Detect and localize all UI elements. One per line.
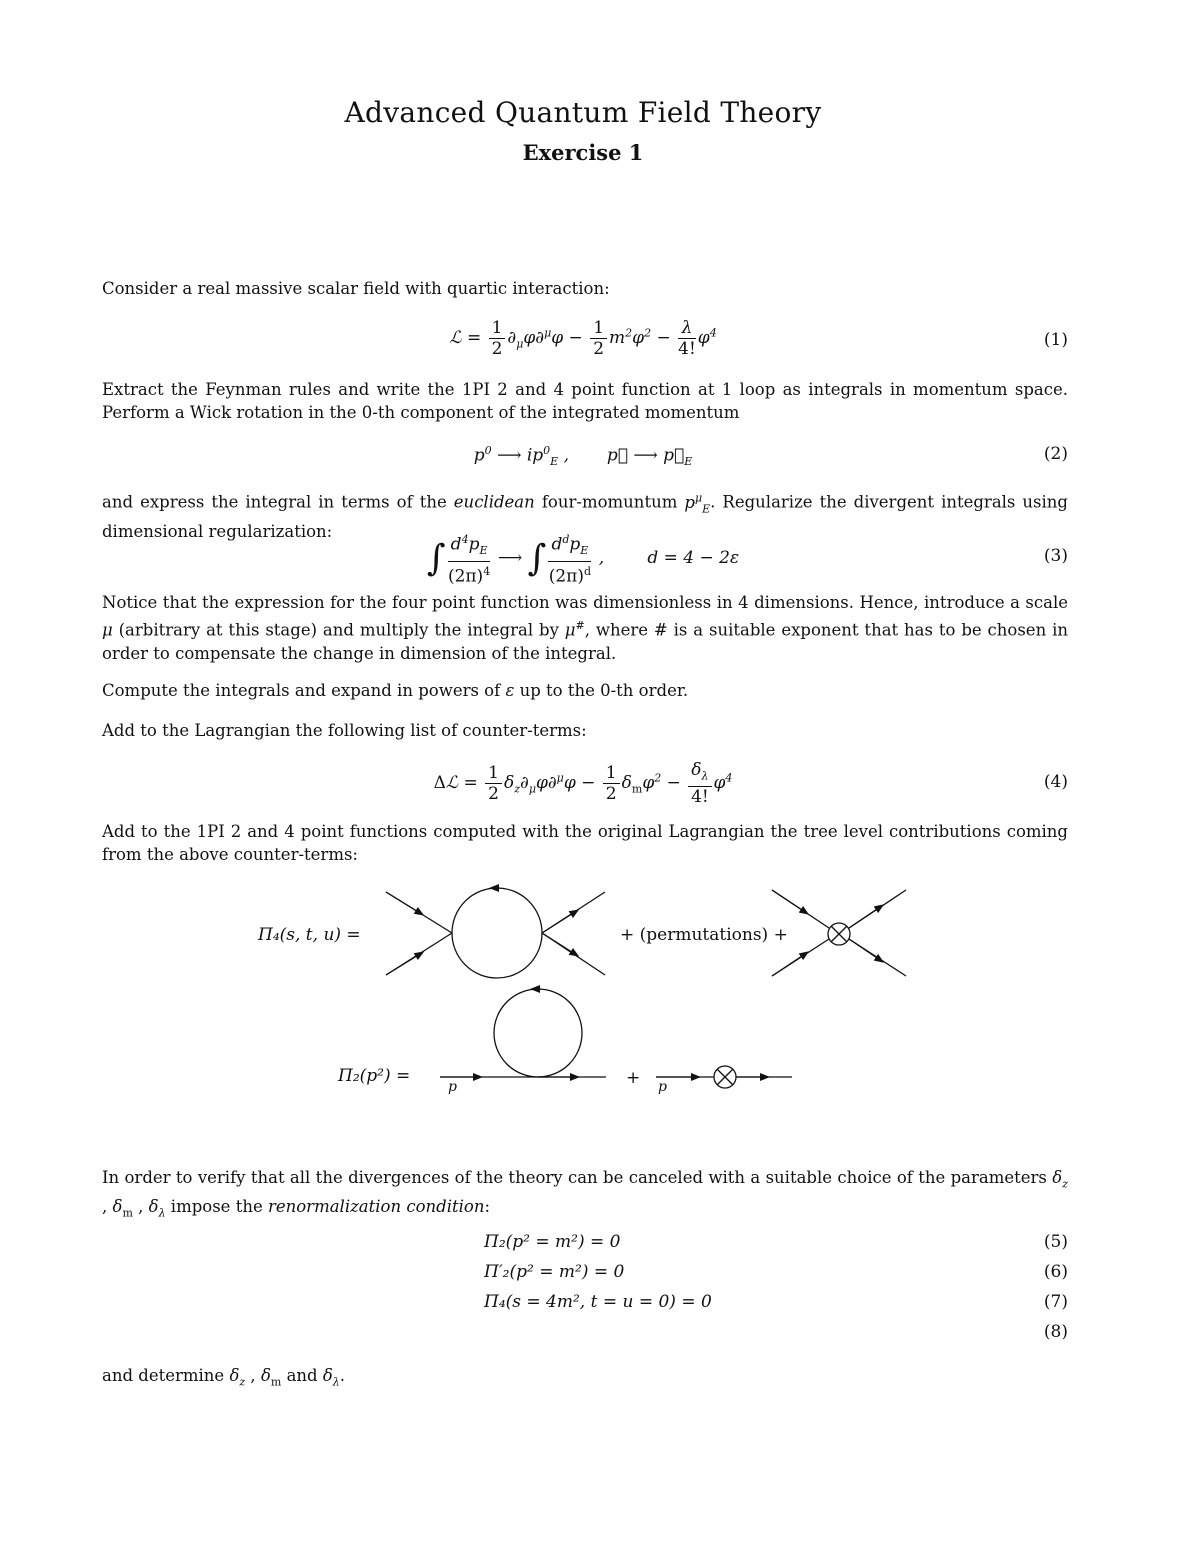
p3-text-c: . Regularize the divergent integrals using dimensional regularization: [102, 492, 1068, 541]
p4-text-c: , where # is a suitable exponent that has to be chosen in order to compensate the change in dimension of the integral. [102, 620, 1068, 663]
momentum-label-2: p [658, 1079, 667, 1095]
pi4-label: Π₄(s, t, u) = [258, 925, 361, 945]
paragraph-feynman-rules: Extract the Feynman rules and write the 1PI 2 and 4 point function at 1 loop as integrals in momentum space. Perform a Wick rotation in the 0-th component of the integrated momentum [102, 380, 1068, 422]
p5-text-a: Compute the integrals and expand in powers of [102, 681, 501, 700]
p4-text-b: (arbitrary at this stage) and multiply the integral by [118, 620, 559, 640]
p3-emphasis: euclidean [453, 492, 535, 512]
pi2-label: Π₂(p²) = [338, 1066, 411, 1086]
p3-text-b: four-momuntum [541, 492, 678, 512]
equation-number-1: (1) [1043, 330, 1068, 350]
paragraph-renormalization: In order to verify that all the divergences of the theory can be canceled with a suitable choice of the parameters $\delta_z$ , $\delta_m$ , $\delta_\lambda$ impose the renormalization condition: [102, 1168, 1068, 1220]
equation-number-6: (6) [1043, 1262, 1068, 1282]
equation-number-3: (3) [1043, 546, 1068, 566]
paragraph-counterterms: Add to the Lagrangian the following list of counter-terms: [102, 721, 587, 740]
two-point-counterterm-diagram [656, 1066, 792, 1088]
page-title: Advanced Quantum Field Theory [344, 96, 822, 129]
equation-number-2: (2) [1043, 444, 1068, 464]
momentum-label-1: p [448, 1079, 457, 1095]
p5-text-b: up to the 0-th order. [519, 681, 689, 700]
four-point-counterterm-diagram [772, 890, 906, 976]
paragraph-determine: and determine $\delta_z$ , $\delta_m$ and $\delta_\lambda$. [102, 1366, 346, 1389]
equation-number-8: (8) [1043, 1322, 1068, 1342]
paragraph-euclidean: and express the integral in terms of the euclidean four-momuntum $p^\mu_E$. Regularize the divergent integrals using dimensional regularization: [102, 491, 1068, 541]
permutations-label: + (permutations) + [620, 925, 788, 945]
p9-text-b: and [286, 1366, 318, 1385]
p3-text-a: and express the integral in terms of the [102, 492, 447, 512]
equation-number-4: (4) [1043, 772, 1068, 792]
p8-text-a: In order to verify that all the divergences of the theory can be canceled with a suitable choice of the parameters [102, 1168, 1047, 1187]
p8-text-b: impose the [170, 1197, 263, 1217]
equation-5: Π₂(p² = m²) = 0 (5) [484, 1232, 1068, 1252]
equation-8 [0, 1322, 1200, 1346]
plus-label: + [626, 1068, 641, 1088]
d-definition: d = 4 − 2ε [647, 547, 740, 568]
equation-3: ∫ $\frac{d^4p_E}{(2\pi)^4}$ ⟶ ∫ $\frac{d^dp_E}{(2\pi)^d}$ , d = 4 − 2ε (3) [0, 530, 1200, 582]
equation-2: $p^0$ ⟶ $ip^0_E$ , p⃗ ⟶ $p⃗_E$ (2) [473, 444, 1068, 469]
p9-text-a: and determine [102, 1366, 225, 1385]
paragraph-tree-level: Add to the 1PI 2 and 4 point functions computed with the original Lagrangian the tree level contributions coming from the above counter-terms: [102, 822, 1068, 864]
equation-1: ℒ = $\frac{1}{2}$ $\partial_\mu\varphi\partial^\mu\varphi$ − $\frac{1}{2}$ $m^2\varphi^2$ − $\frac{\lambda}{4!}$ $\varphi^4$ (1) [449, 318, 1068, 359]
four-point-loop-diagram [386, 888, 605, 978]
paragraph-intro: Consider a real massive scalar field with quartic interaction: [102, 279, 610, 298]
p4-text-a: Notice that the expression for the four point function was dimensionless in 4 dimensions. Hence, introduce a scale [102, 593, 1068, 612]
equation-number-7: (7) [1043, 1292, 1068, 1312]
paragraph-compute: Compute the integrals and expand in powers of ε up to the 0-th order. [102, 681, 689, 700]
equation-6: Π′₂(p² = m²) = 0 (6) [484, 1262, 1068, 1282]
equation-number-5: (5) [1043, 1232, 1068, 1252]
paragraph-scale: Notice that the expression for the four point function was dimensionless in 4 dimensions. Hence, introduce a scale μ (arbitrary at this stage) and multiply the integral by μ#, where # is a suitable exponent that has to be chosen in order to compensate the change in dimension of the integral. [102, 593, 1068, 663]
page-subtitle: Exercise 1 [522, 140, 644, 165]
p8-emphasis: renormalization condition [267, 1197, 485, 1217]
equation-4: Δℒ = $\frac{1}{2}$ $\delta_z\partial_\mu\varphi\partial^\mu\varphi$ − $\frac{1}{2}$ $\delta_m\varphi^2$ − $\frac{\delta_\lambda}{4!}$ $\varphi^4$ (4) [433, 760, 1068, 808]
two-point-tadpole-diagram [440, 989, 606, 1077]
equation-7: Π₄(s = 4m², t = u = 0) = 0 (7) [484, 1292, 1068, 1312]
